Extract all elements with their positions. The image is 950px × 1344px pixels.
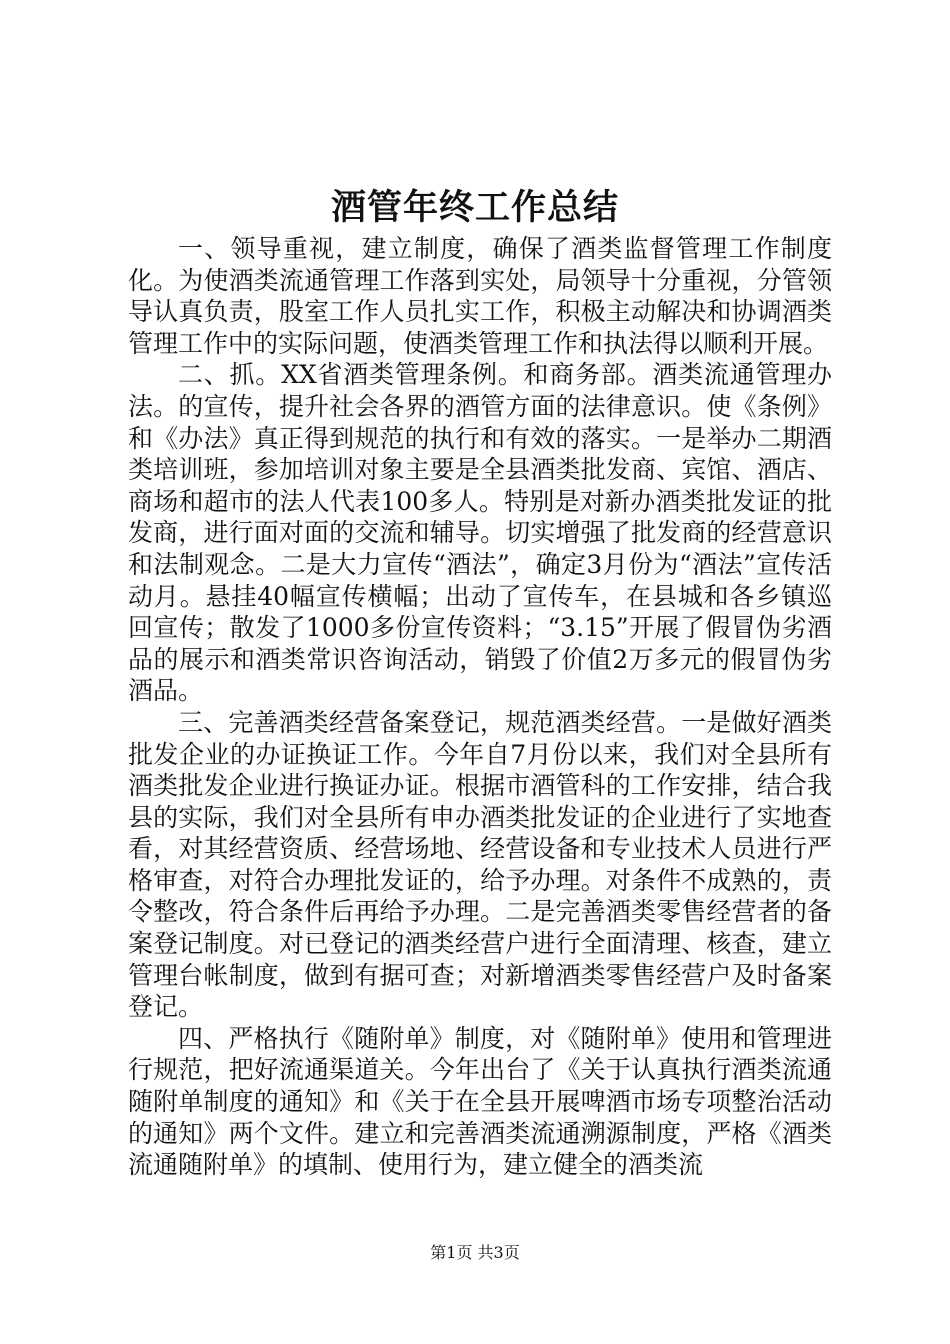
paragraph-2: 二、抓。XX省酒类管理条例。和商务部。酒类流通管理办法。的宣传，提升社会各界的酒管方面的法律意识。使《条例》和《办法》真正得到规范的执行和有效的落实。一是举办二期酒类培训班，参加培训对象主要是全县酒类批发商、宾馆、酒店、商场和超市的法人代表100多人。特别是对新办酒类批发证的批发商，进行面对面的交流和辅导。切实增强了批发商的经营意识和法制观念。二是大力宣传“酒法”，确定3月份为“酒法”宣传活动月。悬挂40幅宣传横幅；出动了宣传车，在县城和各乡镇巡回宣传；散发了1000多份宣传资料；“3.15”开展了假冒伪劣酒品的展示和酒类常识咨询活动，销毁了价值2万多元的假冒伪劣酒品。	[128, 360, 832, 706]
document-body	[128, 233, 832, 1181]
paragraph-4: 四、严格执行《随附单》制度，对《随附单》使用和管理进行规范，把好流通渠道关。今年出台了《关于认真执行酒类流通随附单制度的通知》和《关于在全县开展啤酒市场专项整治活动的通知》两个文件。建立和完善酒类流通溯源制度，严格《酒类流通随附单》的填制、使用行为，建立健全的酒类流	[128, 1023, 832, 1180]
paragraph-1: 一、领导重视，建立制度，确保了酒类监督管理工作制度化。为使酒类流通管理工作落到实处，局领导十分重视，分管领导认真负责，股室工作人员扎实工作，积极主动解决和协调酒类管理工作中的实际问题，使酒类管理工作和执法得以顺利开展。	[128, 234, 832, 358]
document-title: 酒管年终工作总结	[330, 187, 619, 228]
page-footer: 第1页 共3页	[430, 1243, 520, 1262]
paragraph-3: 三、完善酒类经营备案登记，规范酒类经营。一是做好酒类批发企业的办证换证工作。今年自7月份以来，我们对全县所有酒类批发企业进行换证办证。根据市酒管科的工作安排，结合我县的实际，我们对全县所有申办酒类批发证的企业进行了实地查看，对其经营资质、经营场地、经营设备和专业技术人员进行严格审查，对符合办理批发证的，给予办理。对条件不成熟的，责令整改，符合条件后再给予办理。二是完善酒类零售经营者的备案登记制度。对已登记的酒类经营户进行全面清理、核查，建立管理台帐制度，做到有据可查；对新增酒类零售经营户及时备案登记。	[128, 707, 832, 1022]
